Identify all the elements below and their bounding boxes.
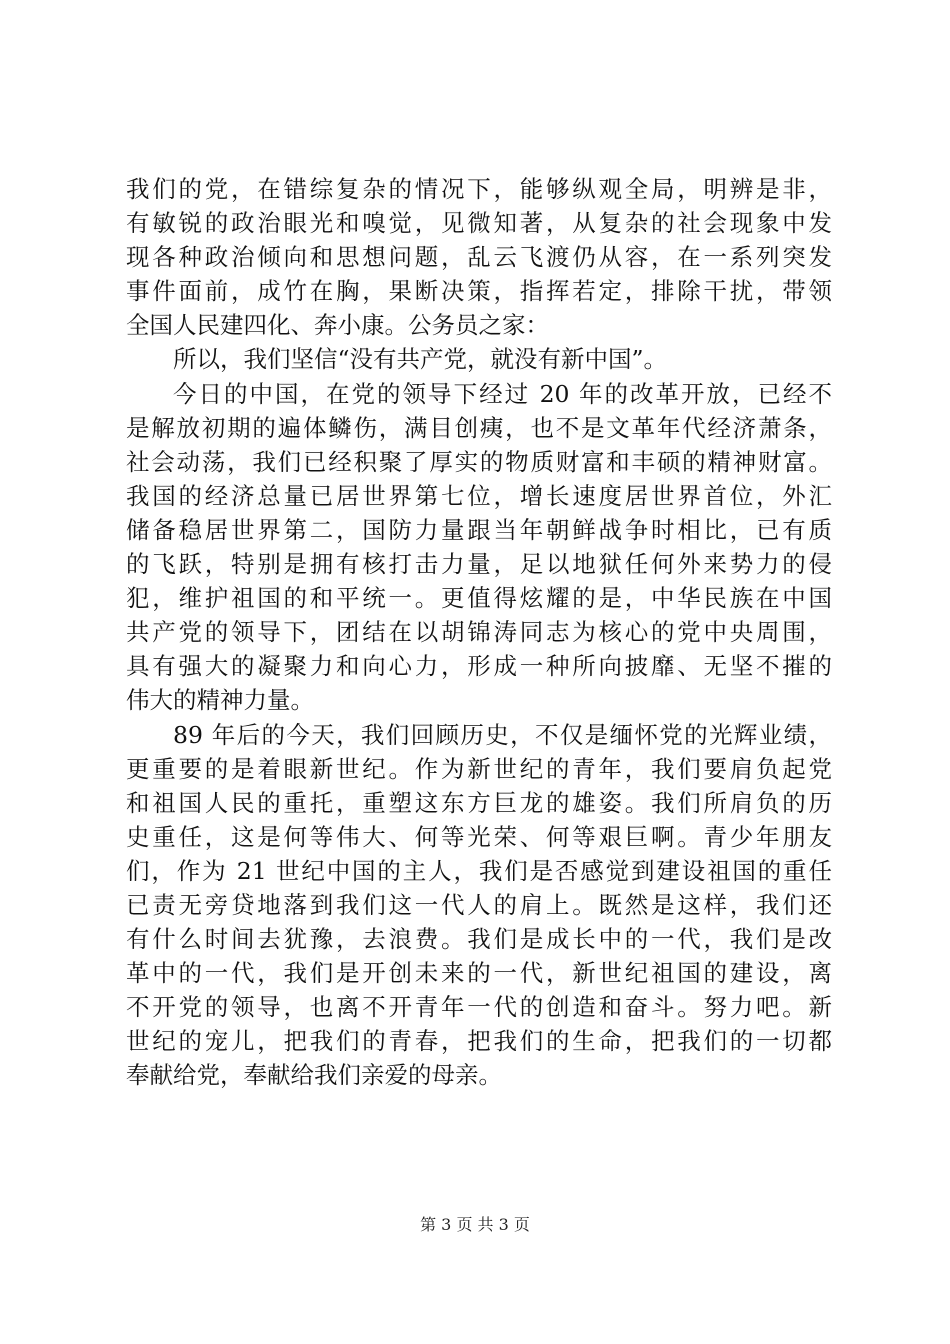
text-line: 和祖国人民的重托，重塑这东方巨龙的雄姿。我们所肩负的历 xyxy=(126,788,832,817)
text-line: 今日的中国，在党的领导下经过 20 年的改革开放，已经不 xyxy=(173,379,832,408)
text-line: 具有强大的凝聚力和向心力，形成一种所向披靡、无坚不摧的 xyxy=(126,652,832,681)
text-line: 伟大的精神力量。 xyxy=(126,686,314,715)
text-line: 我们的党，在错综复杂的情况下，能够纵观全局，明辨是非， xyxy=(126,175,832,203)
text-line: 全国人民建四化、奔小康。公务员之家： xyxy=(126,311,549,340)
text-line: 所以，我们坚信“没有共产党，就没有新中国”。 xyxy=(173,345,668,374)
text-line: 现各种政治倾向和思想问题，乱云飞渡仍从容，在一系列突发 xyxy=(126,243,832,272)
text-line: 89 年后的今天，我们回顾历史，不仅是缅怀党的光辉业绩， xyxy=(173,720,832,749)
document-body xyxy=(126,172,832,1093)
text-line: 已责无旁贷地落到我们这一代人的肩上。既然是这样，我们还 xyxy=(126,890,832,919)
text-line: 世纪的宠儿，把我们的青春，把我们的生命，把我们的一切都 xyxy=(126,1027,832,1056)
text-line: 储备稳居世界第二，国防力量跟当年朝鲜战争时相比，已有质 xyxy=(126,515,832,544)
page-footer: 第 3 页 共 3 页 xyxy=(420,1215,530,1234)
text-line: 不开党的领导，也离不开青年一代的创造和奋斗。努力吧。新 xyxy=(126,993,832,1022)
text-line: 革中的一代，我们是开创未来的一代，新世纪祖国的建设，离 xyxy=(126,959,832,988)
text-line: 有敏锐的政治眼光和嗅觉，见微知著，从复杂的社会现象中发 xyxy=(126,209,832,238)
text-line: 共产党的领导下，团结在以胡锦涛同志为核心的党中央周围， xyxy=(126,618,832,647)
text-line: 社会动荡，我们已经积聚了厚实的物质财富和丰硕的精神财富。 xyxy=(126,447,832,476)
text-line: 的飞跃，特别是拥有核打击力量，足以地狱任何外来势力的侵 xyxy=(126,550,832,579)
text-line: 犯，维护祖国的和平统一。更值得炫耀的是，中华民族在中国 xyxy=(126,584,832,613)
text-line: 们，作为 21 世纪中国的主人，我们是否感觉到建设祖国的重任 xyxy=(126,856,832,885)
text-line: 我国的经济总量已居世界第七位，增长速度居世界首位，外汇 xyxy=(126,481,832,510)
text-line: 奉献给党，奉献给我们亲爱的母亲。 xyxy=(126,1061,502,1090)
text-line: 事件面前，成竹在胸，果断决策，指挥若定，排除干扰，带领 xyxy=(126,277,832,306)
text-line: 史重任，这是何等伟大、何等光荣、何等艰巨啊。青少年朋友 xyxy=(126,822,832,851)
text-line: 是解放初期的遍体鳞伤，满目创痍，也不是文革年代经济萧条， xyxy=(126,413,832,442)
text-line: 更重要的是着眼新世纪。作为新世纪的青年，我们要肩负起党 xyxy=(126,754,832,783)
text-line: 有什么时间去犹豫，去浪费。我们是成长中的一代，我们是改 xyxy=(126,925,832,954)
